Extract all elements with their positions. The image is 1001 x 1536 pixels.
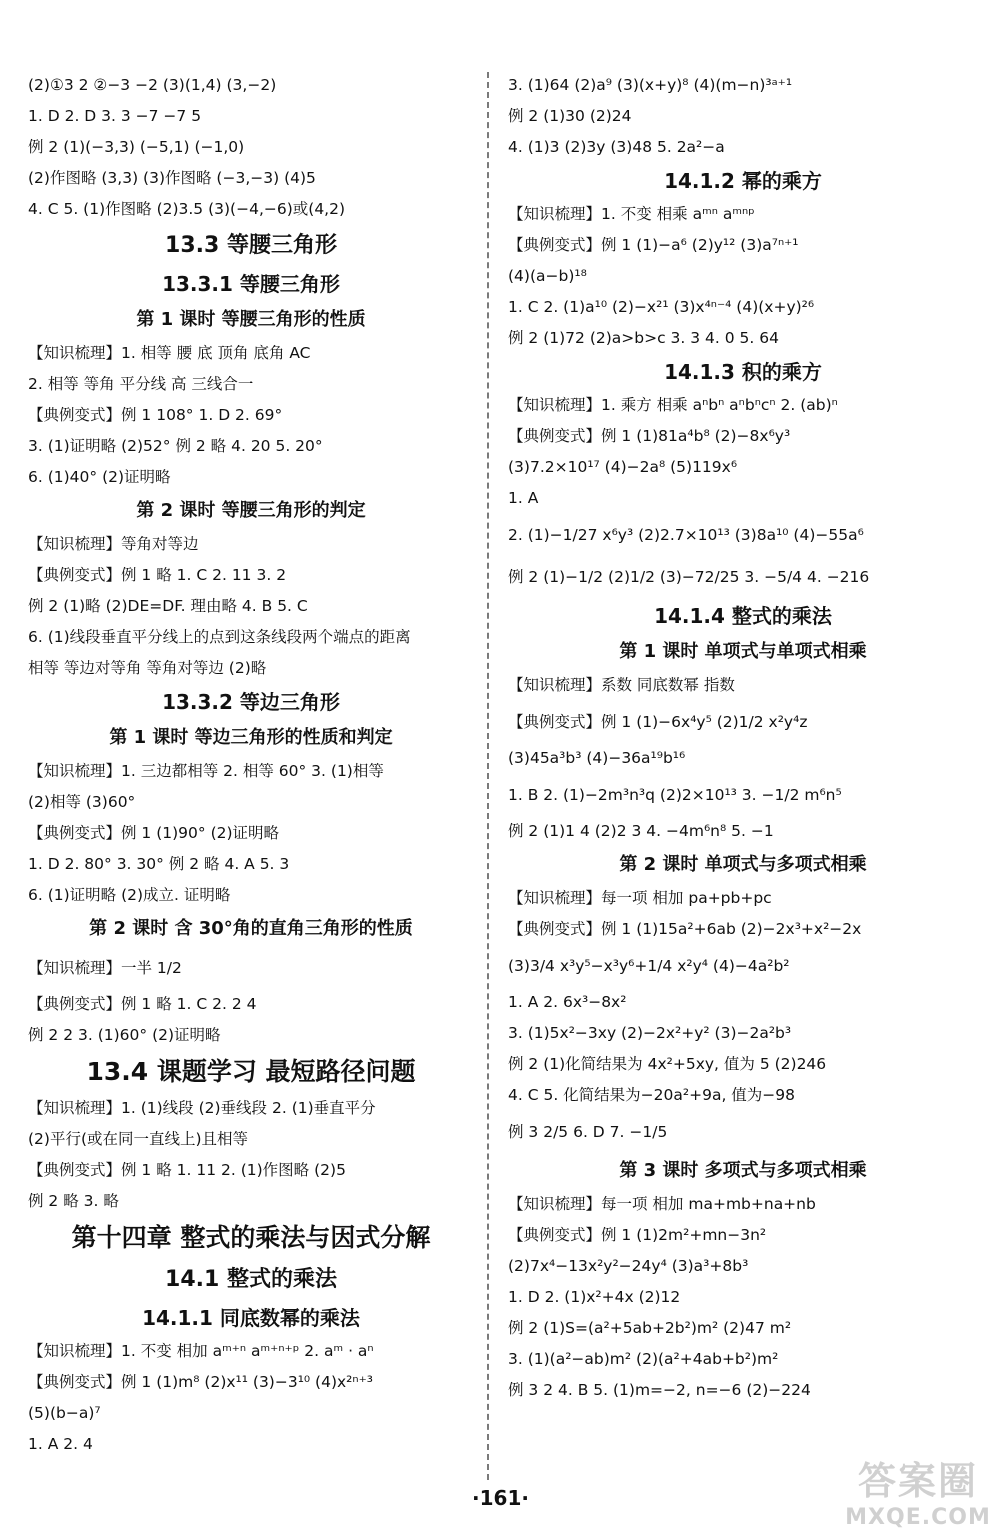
text-line: 【典例变式】例 1 (1)2m²+mn−3n² bbox=[508, 1226, 767, 1244]
section-heading: 14.1 整式的乘法 bbox=[165, 1267, 337, 1292]
text-line: 1. A 2. 4 bbox=[28, 1435, 93, 1453]
site-watermark bbox=[843, 1450, 993, 1530]
text-line: (4)(a−b)¹⁸ bbox=[508, 267, 587, 285]
section-heading: 13.4 课题学习 最短路径问题 bbox=[86, 1057, 416, 1086]
subsection-heading: 14.1.4 整式的乘法 bbox=[654, 604, 832, 628]
lesson-heading: 第 1 课时 等边三角形的性质和判定 bbox=[109, 727, 393, 748]
text-line: 【知识梳理】一半 1/2 bbox=[28, 959, 182, 977]
text-line: 1. A bbox=[508, 489, 539, 507]
text-line: 4. (1)3 (2)3y (3)48 5. 2a²−a bbox=[508, 138, 725, 156]
text-line: 例 3 2 4. B 5. (1)m=−2, n=−6 (2)−224 bbox=[508, 1381, 811, 1399]
text-line: 【典例变式】例 1 略 1. 11 2. (1)作图略 (2)5 bbox=[28, 1161, 346, 1179]
text-line: 【典例变式】例 1 略 1. C 2. 2 4 bbox=[28, 995, 257, 1013]
text-line: 例 2 (1)化简结果为 4x²+5xy, 值为 5 (2)246 bbox=[508, 1055, 827, 1073]
text-line: (3)45a³b³ (4)−36a¹⁹b¹⁶ bbox=[508, 749, 686, 767]
text-line: 【典例变式】例 1 略 1. C 2. 11 3. 2 bbox=[28, 566, 287, 584]
text-line: 4. C 5. 化简结果为−20a²+9a, 值为−98 bbox=[508, 1086, 796, 1104]
text-line: 4. C 5. (1)作图略 (2)3.5 (3)(−4,−6)或(4,2) bbox=[28, 200, 346, 218]
text-line: 【典例变式】例 1 (1)−6x⁴y⁵ (2)1/2 x²y⁴z bbox=[508, 713, 808, 731]
section-heading: 13.3 等腰三角形 bbox=[165, 233, 337, 258]
text-line: 1. D 2. 80° 3. 30° 例 2 略 4. A 5. 3 bbox=[28, 855, 290, 873]
left-column bbox=[28, 70, 474, 1460]
text-line: 例 2 (1)(−3,3) (−5,1) (−1,0) bbox=[28, 138, 245, 156]
text-line: 【知识梳理】1. 不变 相加 aᵐ⁺ⁿ aᵐ⁺ⁿ⁺ᵖ 2. aᵐ · aⁿ bbox=[28, 1342, 374, 1360]
lesson-heading: 第 2 课时 含 30°角的直角三角形的性质 bbox=[89, 918, 413, 939]
text-line: (2)相等 (3)60° bbox=[28, 793, 136, 811]
text-line: 1. C 2. (1)a¹⁰ (2)−x²¹ (3)x⁴ⁿ⁻⁴ (4)(x+y)²⁶ bbox=[508, 298, 815, 316]
text-line: 例 2 (1)S=(a²+5ab+2b²)m² (2)47 m² bbox=[508, 1319, 792, 1337]
text-line: 【知识梳理】1. 乘方 相乘 aⁿbⁿ aⁿbⁿcⁿ 2. (ab)ⁿ bbox=[508, 396, 838, 414]
text-line: 3. (1)64 (2)a⁹ (3)(x+y)⁸ (4)(m−n)³ᵃ⁺¹ bbox=[508, 76, 793, 94]
lesson-heading: 第 1 课时 单项式与单项式相乘 bbox=[619, 641, 867, 662]
text-line: 1. B 2. (1)−2m³n³q (2)2×10¹³ 3. −1/2 m⁶n⁵ bbox=[508, 786, 842, 804]
text-line: 2. 相等 等角 平分线 高 三线合一 bbox=[28, 375, 254, 393]
text-line: 例 3 2/5 6. D 7. −1/5 bbox=[508, 1123, 668, 1141]
text-line: 【典例变式】例 1 108° 1. D 2. 69° bbox=[28, 406, 283, 424]
text-line: 例 2 2 3. (1)60° (2)证明略 bbox=[28, 1026, 221, 1044]
text-line: 3. (1)5x²−3xy (2)−2x²+y² (3)−2a²b³ bbox=[508, 1024, 792, 1042]
text-line: 例 2 略 3. 略 bbox=[28, 1192, 119, 1210]
text-line: (5)(b−a)⁷ bbox=[28, 1404, 101, 1422]
text-line: 1. D 2. (1)x²+4x (2)12 bbox=[508, 1288, 681, 1306]
subsection-heading: 13.3.2 等边三角形 bbox=[162, 690, 340, 714]
text-line: 【典例变式】例 1 (1)m⁸ (2)x¹¹ (3)−3¹⁰ (4)x²ⁿ⁺³ bbox=[28, 1373, 373, 1391]
text-line: (2)①3 2 ②−3 −2 (3)(1,4) (3,−2) bbox=[28, 76, 277, 94]
text-line: 【典例变式】例 1 (1)90° (2)证明略 bbox=[28, 824, 280, 842]
chapter-heading: 第十四章 整式的乘法与因式分解 bbox=[71, 1223, 431, 1252]
text-line: 2. (1)−1/27 x⁶y³ (2)2.7×10¹³ (3)8a¹⁰ (4)−55a⁶ bbox=[508, 526, 864, 544]
text-line: 6. (1)线段垂直平分线上的点到这条线段两个端点的距离 bbox=[28, 628, 411, 646]
watermark-logo-icon: 答案圈 bbox=[857, 1458, 978, 1503]
watermark-url: MXQE.COM bbox=[845, 1505, 991, 1530]
text-line: 【知识梳理】1. 不变 相乘 aᵐⁿ aᵐⁿᵖ bbox=[508, 205, 755, 223]
text-line: 3. (1)证明略 (2)52° 例 2 略 4. 20 5. 20° bbox=[28, 437, 323, 455]
text-line: 例 2 (1)72 (2)a>b>c 3. 3 4. 0 5. 64 bbox=[508, 329, 779, 347]
text-line: 3. (1)(a²−ab)m² (2)(a²+4ab+b²)m² bbox=[508, 1350, 779, 1368]
lesson-heading: 第 2 课时 单项式与多项式相乘 bbox=[619, 854, 867, 875]
text-line: (2)平行(或在同一直线上)且相等 bbox=[28, 1130, 249, 1148]
text-line: 【典例变式】例 1 (1)81a⁴b⁸ (2)−8x⁶y³ bbox=[508, 427, 791, 445]
lesson-heading: 第 1 课时 等腰三角形的性质 bbox=[136, 309, 366, 330]
text-line: 【知识梳理】每一项 相加 ma+mb+na+nb bbox=[508, 1195, 816, 1213]
subsection-heading: 13.3.1 等腰三角形 bbox=[162, 272, 340, 296]
text-line: 例 2 (1)略 (2)DE=DF. 理由略 4. B 5. C bbox=[28, 597, 308, 615]
subsection-heading: 14.1.1 同底数幂的乘法 bbox=[142, 1306, 360, 1330]
page-number: ·161· bbox=[472, 1486, 529, 1510]
text-line: 【知识梳理】1. 相等 腰 底 顶角 底角 AC bbox=[28, 344, 311, 362]
column-divider bbox=[487, 72, 489, 1480]
text-line: (2)作图略 (3,3) (3)作图略 (−3,−3) (4)5 bbox=[28, 169, 316, 187]
text-line: 【知识梳理】系数 同底数幂 指数 bbox=[508, 676, 735, 694]
subsection-heading: 14.1.3 积的乘方 bbox=[664, 360, 822, 384]
subsection-heading: 14.1.2 幂的乘方 bbox=[664, 169, 822, 193]
text-line: 【知识梳理】等角对等边 bbox=[28, 535, 199, 553]
text-line: 例 2 (1)30 (2)24 bbox=[508, 107, 632, 125]
text-line: 例 2 (1)1 4 (2)2 3 4. −4m⁶n⁸ 5. −1 bbox=[508, 822, 774, 840]
text-line: 相等 等边对等角 等角对等边 (2)略 bbox=[28, 659, 267, 677]
text-line: 【知识梳理】1. 三边都相等 2. 相等 60° 3. (1)相等 bbox=[28, 762, 384, 780]
text-line: (3)3/4 x³y⁵−x³y⁶+1/4 x²y⁴ (4)−4a²b² bbox=[508, 957, 790, 975]
text-line: 6. (1)40° (2)证明略 bbox=[28, 468, 171, 486]
text-line: 6. (1)证明略 (2)成立. 证明略 bbox=[28, 886, 231, 904]
text-line: (3)7.2×10¹⁷ (4)−2a⁸ (5)119x⁶ bbox=[508, 458, 738, 476]
lesson-heading: 第 3 课时 多项式与多项式相乘 bbox=[619, 1160, 867, 1181]
text-line: 1. A 2. 6x³−8x² bbox=[508, 993, 627, 1011]
text-line: 【知识梳理】每一项 相加 pa+pb+pc bbox=[508, 889, 772, 907]
right-column bbox=[508, 70, 978, 1406]
lesson-heading: 第 2 课时 等腰三角形的判定 bbox=[136, 500, 366, 521]
text-line: 【典例变式】例 1 (1)−a⁶ (2)y¹² (3)a⁷ⁿ⁺¹ bbox=[508, 236, 799, 254]
text-line: 【知识梳理】1. (1)线段 (2)垂线段 2. (1)垂直平分 bbox=[28, 1099, 376, 1117]
text-line: 【典例变式】例 1 (1)15a²+6ab (2)−2x³+x²−2x bbox=[508, 920, 862, 938]
text-line: (2)7x⁴−13x²y²−24y⁴ (3)a³+8b³ bbox=[508, 1257, 749, 1275]
text-line: 例 2 (1)−1/2 (2)1/2 (3)−72/25 3. −5/4 4. −216 bbox=[508, 568, 870, 586]
text-line: 1. D 2. D 3. 3 −7 −7 5 bbox=[28, 107, 202, 125]
